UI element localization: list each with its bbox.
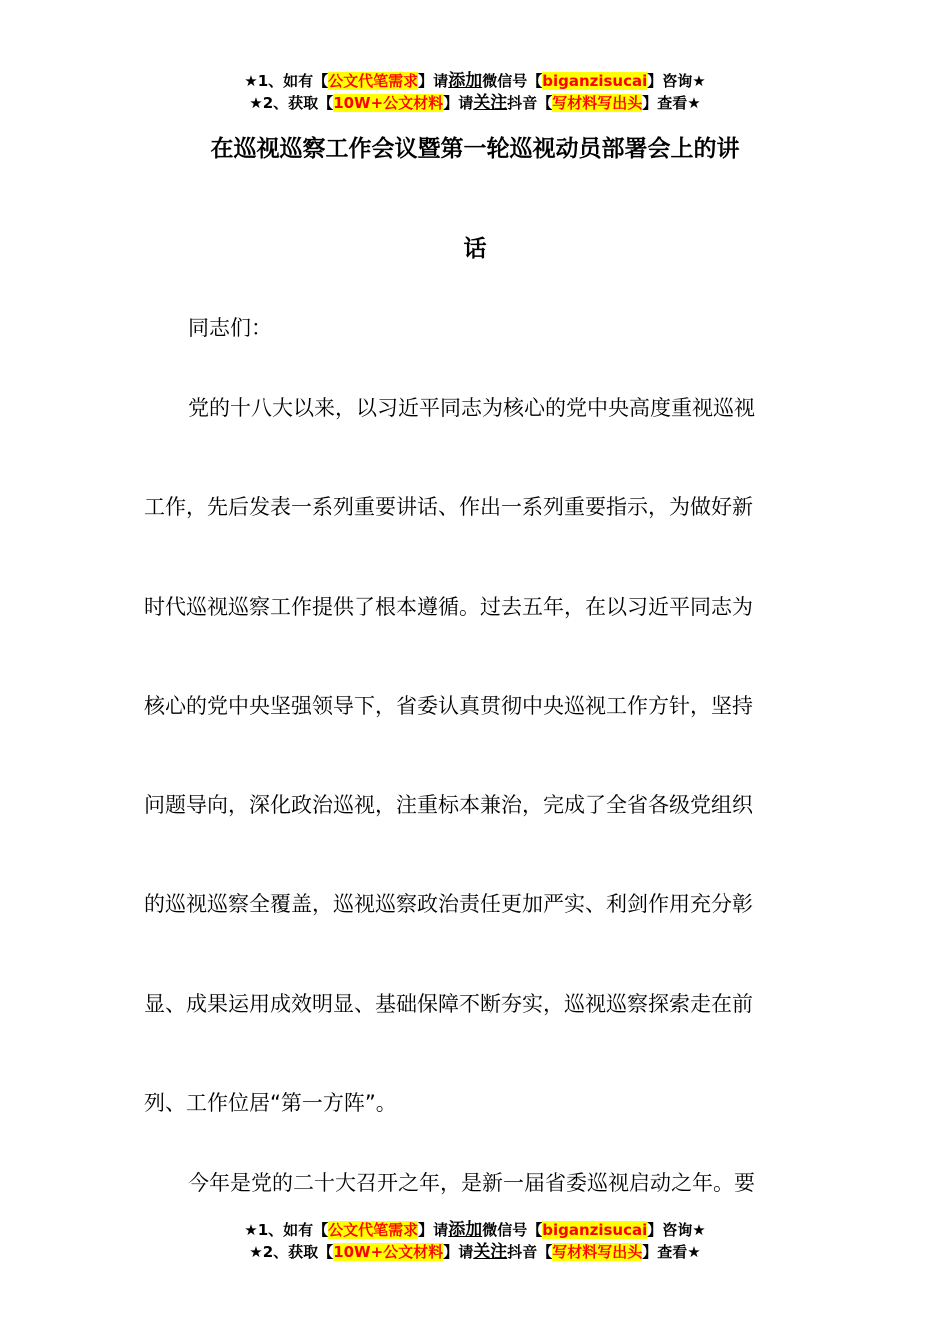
banner-text: 微信号【	[482, 72, 543, 90]
salutation: 同志们：	[188, 316, 272, 340]
body-line: 显、成果运用成效明显、基础保障不断夯实，巡视巡察探索走在前	[144, 992, 753, 1016]
document-title-continuation: 话	[463, 236, 487, 262]
body-line: 问题导向，深化政治巡视，注重标本兼治，完成了全省各级党组织	[144, 793, 753, 817]
banner-line-2	[0, 1241, 950, 1263]
banner-highlight: 写材料写出头	[552, 94, 643, 112]
body-line: 核心的党中央坚强领导下，省委认真贯彻中央巡视工作方针，坚持	[144, 694, 753, 718]
banner-underlined: 添加	[448, 1220, 483, 1240]
banner-line-1	[0, 1219, 950, 1241]
body-line: 工作，先后发表一系列重要讲话、作出一系列重要指示，为做好新	[144, 495, 753, 519]
banner-line-2	[0, 92, 950, 114]
banner-text: 微信号【	[482, 1221, 543, 1239]
document-title: 在巡视巡察工作会议暨第一轮巡视动员部署会上的讲	[210, 136, 740, 162]
banner-text: ★1、如有【	[244, 1221, 329, 1239]
banner-highlight: biganzisucai	[542, 1221, 648, 1239]
body-line: 的巡视巡察全覆盖，巡视巡察政治责任更加严实、利剑作用充分彰	[144, 892, 753, 916]
banner-text: ★1、如有【	[244, 72, 329, 90]
banner-text: 】请	[418, 72, 449, 90]
banner-highlight: 10W+公文材料	[333, 1243, 444, 1261]
banner-highlight: 10W+公文材料	[333, 94, 444, 112]
banner-line-1	[0, 70, 950, 92]
banner-underlined: 关注	[473, 93, 508, 113]
banner-highlight: 公文代笔需求	[328, 72, 419, 90]
banner-underlined: 添加	[448, 71, 483, 91]
banner-text: 】咨询★	[647, 72, 706, 90]
banner-text: 抖音【	[507, 1243, 553, 1261]
banner-highlight: biganzisucai	[542, 72, 648, 90]
banner-text: 】请	[443, 94, 474, 112]
body-line: 时代巡视巡察工作提供了根本遵循。过去五年，在以习近平同志为	[144, 595, 753, 619]
body-line: 党的十八大以来，以习近平同志为核心的党中央高度重视巡视	[188, 396, 755, 420]
body-line: 列、工作位居“第一方阵”。	[144, 1091, 397, 1115]
body-line: 今年是党的二十大召开之年，是新一届省委巡视启动之年。要	[188, 1171, 755, 1195]
banner-text: ★2、获取【	[249, 94, 334, 112]
banner-text: 】请	[443, 1243, 474, 1261]
banner-text: 】咨询★	[647, 1221, 706, 1239]
banner-text: 抖音【	[507, 94, 553, 112]
top-banner	[0, 70, 950, 114]
banner-underlined: 关注	[473, 1242, 508, 1262]
banner-highlight: 写材料写出头	[552, 1243, 643, 1261]
banner-text: 】请	[418, 1221, 449, 1239]
banner-text: 】查看★	[642, 1243, 701, 1261]
banner-text: 】查看★	[642, 94, 701, 112]
banner-highlight: 公文代笔需求	[328, 1221, 419, 1239]
bottom-banner	[0, 1219, 950, 1263]
banner-text: ★2、获取【	[249, 1243, 334, 1261]
